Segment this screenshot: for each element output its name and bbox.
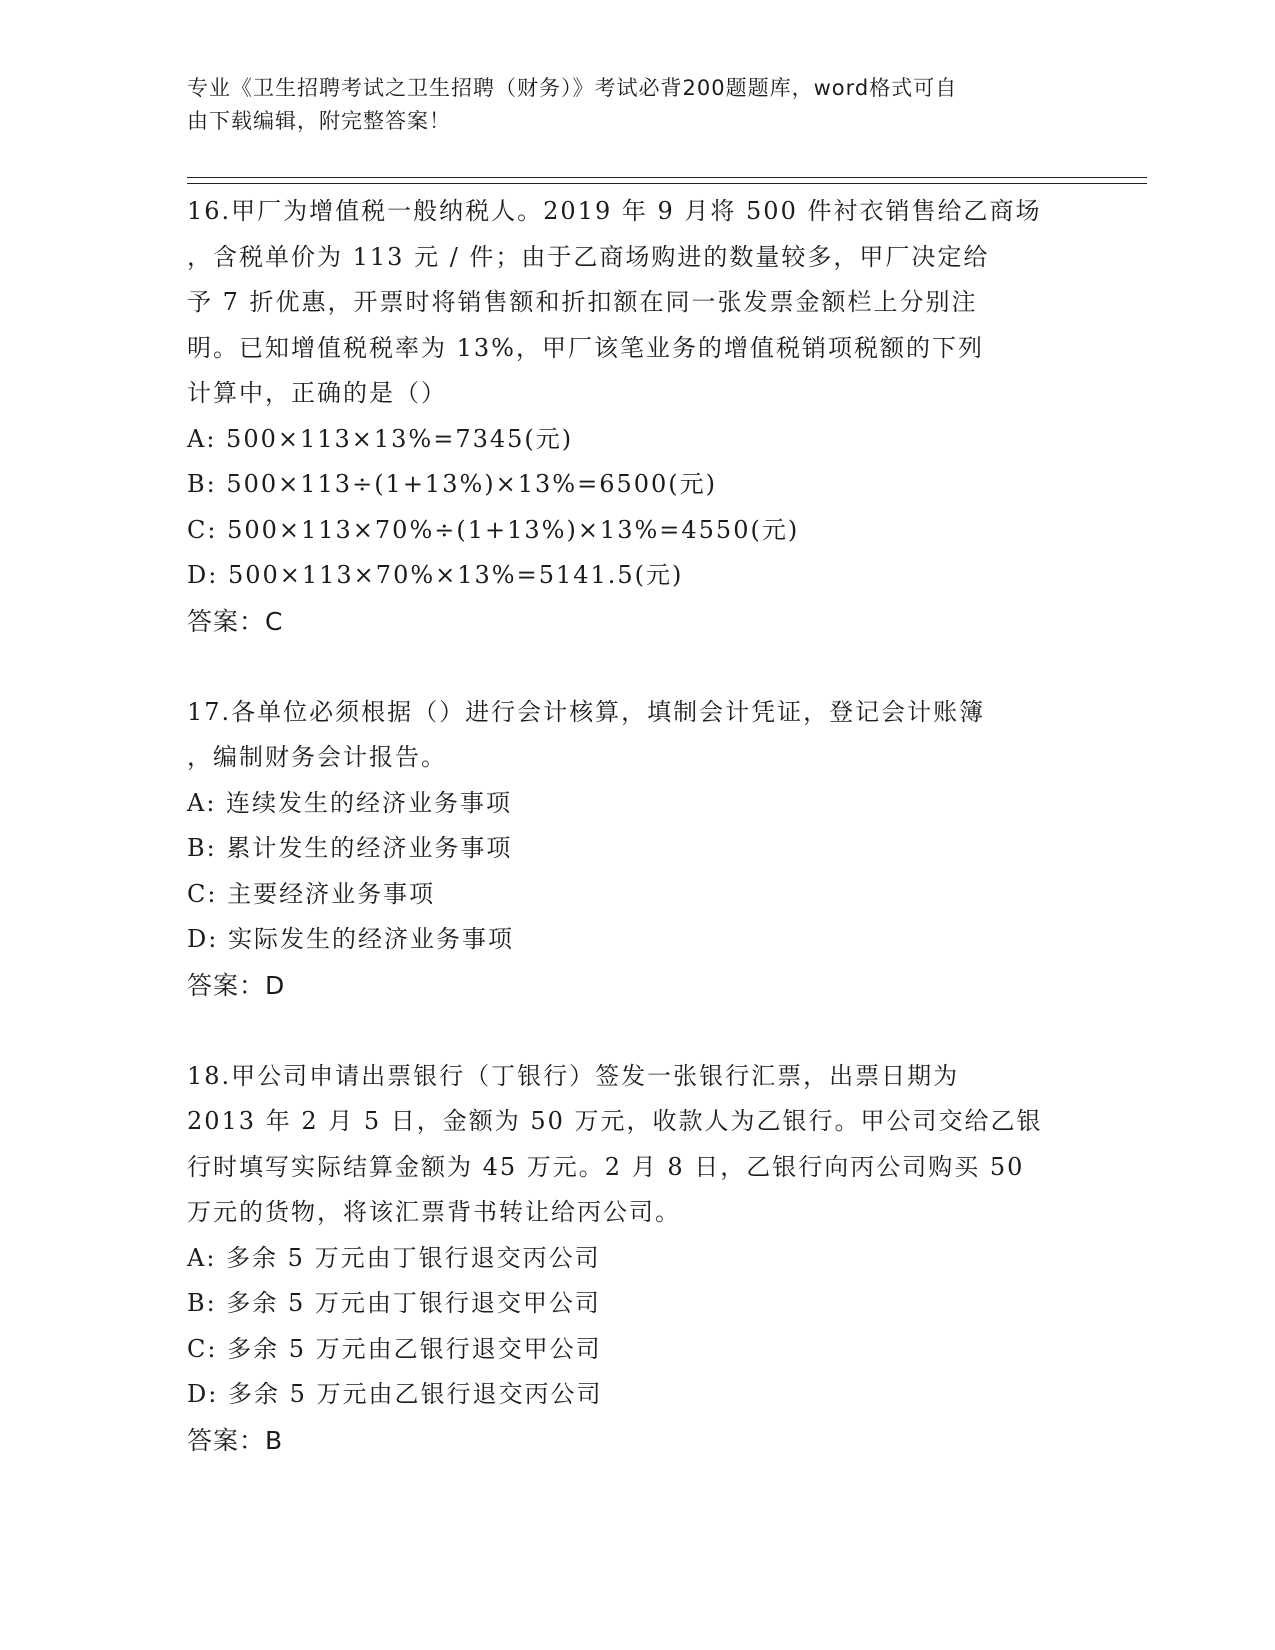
- option-a: A: 多余 5 万元由丁银行退交丙公司: [187, 1243, 601, 1272]
- document-header: [187, 72, 1067, 138]
- question-text-line: 明。已知增值税税率为 13%，甲厂该笔业务的增值税销项税额的下列: [187, 333, 984, 362]
- question-text-line: ，含税单价为 113 元 / 件；由于乙商场购进的数量较多，甲厂决定给: [187, 242, 990, 271]
- header-divider-top: [187, 177, 1147, 178]
- question-18: [187, 1054, 1087, 1464]
- option-b: B: 多余 5 万元由丁银行退交甲公司: [187, 1289, 601, 1317]
- option-d: D: 500×113×70%×13%=5141.5(元): [187, 561, 684, 589]
- question-18-text: [187, 1054, 1087, 1236]
- answer-line: 答案：D: [187, 970, 286, 1000]
- answer-line: 答案：B: [187, 1425, 284, 1455]
- question-text-line: 计算中，正确的是（）: [187, 379, 447, 407]
- option-d: D: 多余 5 万元由乙银行退交丙公司: [187, 1380, 603, 1408]
- question-text-line: 行时填写实际结算金额为 45 万元。2 月 8 日，乙银行向丙公司购买 50: [187, 1152, 1025, 1181]
- question-list: [187, 189, 1087, 1463]
- question-text-line: 2013 年 2 月 5 日，金额为 50 万元，收款人为乙银行。甲公司交给乙银: [187, 1107, 1043, 1135]
- question-text-line: 万元的货物，将该汇票背书转让给丙公司。: [187, 1198, 681, 1226]
- option-c: C: 500×113×70%÷(1+13%)×13%=4550(元): [187, 515, 800, 544]
- question-16: [187, 189, 1087, 644]
- question-text-line: ，编制财务会计报告。: [187, 743, 447, 771]
- option-c: C: 多余 5 万元由乙银行退交甲公司: [187, 1334, 602, 1363]
- option-a: A: 连续发生的经济业务事项: [187, 788, 513, 817]
- question-17: [187, 690, 1087, 1009]
- question-spacer: [187, 644, 1087, 690]
- header-line-1: 专业《卫生招聘考试之卫生招聘（财务）》考试必背200题题库，word格式可自: [187, 76, 958, 100]
- question-spacer: [187, 1008, 1087, 1054]
- header-divider-bottom: [187, 183, 1147, 184]
- option-c: C: 主要经济业务事项: [187, 879, 436, 908]
- question-text-line: 16.甲厂为增值税一般纳税人。2019 年 9 月将 500 件衬衣销售给乙商场: [187, 197, 1042, 225]
- question-text-line: 17.各单位必须根据（）进行会计核算，填制会计凭证，登记会计账簿: [187, 697, 986, 726]
- question-16-text: [187, 189, 1087, 417]
- option-a: A: 500×113×13%=7345(元): [187, 424, 574, 453]
- answer-line: 答案：C: [187, 606, 284, 636]
- question-text-line: 18.甲公司申请出票银行（丁银行）签发一张银行汇票，出票日期为: [187, 1061, 960, 1090]
- question-17-text: [187, 690, 1087, 781]
- header-line-2: 由下载编辑，附完整答案！: [187, 109, 451, 133]
- question-text-line: 予 7 折优惠，开票时将销售额和折扣额在同一张发票金额栏上分别注: [187, 288, 978, 316]
- option-d: D: 实际发生的经济业务事项: [187, 925, 514, 953]
- option-b: B: 累计发生的经济业务事项: [187, 834, 513, 862]
- option-b: B: 500×113÷(1+13%)×13%=6500(元): [187, 470, 718, 498]
